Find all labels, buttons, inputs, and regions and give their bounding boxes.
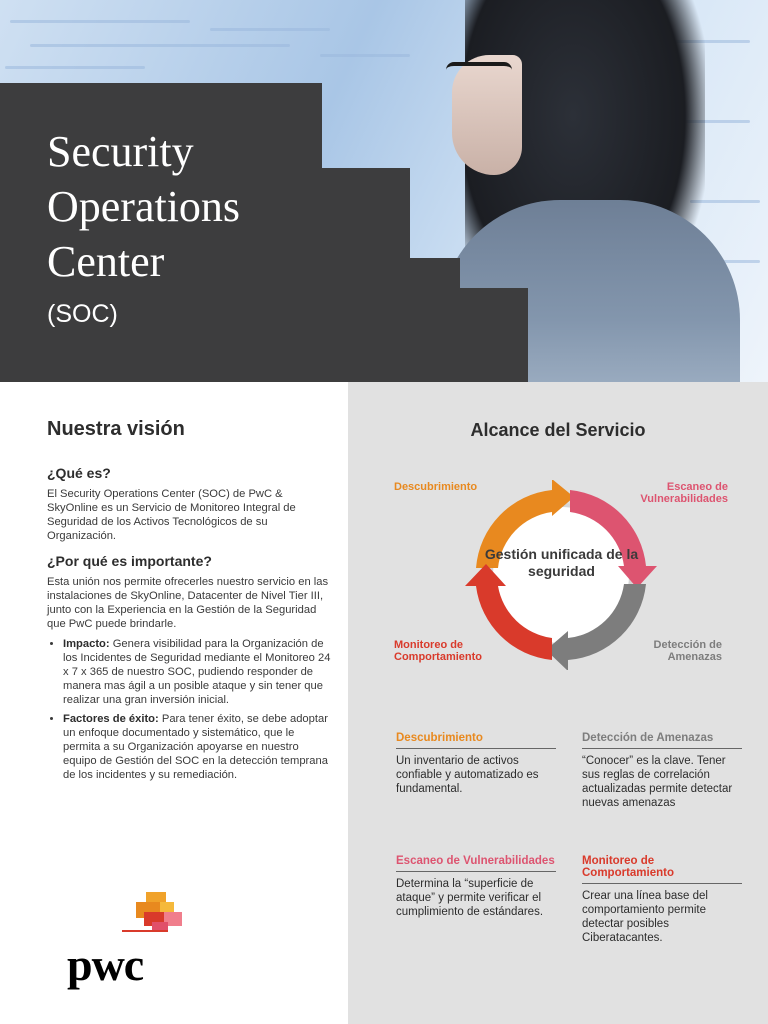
label-deteccion: Detección de Amenazas <box>653 639 722 663</box>
box-deteccion: Detección de Amenazas “Conocer” es la clave. Tener sus reglas de correlación actualizadas permite detectar nuevas amenazas <box>582 732 742 810</box>
vision-section <box>47 418 332 787</box>
service-heading: Alcance del Servicio <box>470 420 646 440</box>
vision-heading: Nuestra visión <box>47 418 185 440</box>
service-panel <box>348 382 768 1024</box>
paragraph-what: El Security Operations Center (SOC) de PwC & SkyOnline es un Servicio de Monitoreo Integral de Seguridad de los Activos Tecnológicos de su Organización. <box>47 488 296 542</box>
glasses-icon <box>446 62 512 78</box>
benefits-list <box>47 637 332 782</box>
question-what: ¿Qué es? <box>47 465 111 481</box>
label-escaneo: Escaneo de Vulnerabilidades <box>640 481 728 505</box>
label-descubrimiento: Descubrimiento <box>394 481 478 493</box>
cycle-center-label: Gestión unificada de la seguridad <box>484 546 639 579</box>
hero-banner <box>0 0 768 382</box>
paragraph-why: Esta unión nos permite ofrecerles nuestro servicio en las instalaciones de SkyOnline, Datacenter de Nivel Tier III, junto con la Experiencia en la Gestión de la Seguridad que PwC puede brindarle. <box>47 576 329 630</box>
page-title: Security Operations Center <box>47 127 241 286</box>
box-escaneo: Escaneo de Vulnerabilidades Determina la “superficie de ataque” y permite verificar el cumplimiento de estándares. <box>396 855 555 918</box>
label-monitoreo: Monitoreo de Comportamiento <box>394 639 482 663</box>
question-why: ¿Por qué es importante? <box>47 553 212 569</box>
logo-wordmark: pwc <box>67 939 144 990</box>
list-item: • Factores de éxito: Para tener éxito, se debe adoptar un enfoque documentado y sistemático, que le permita a su Organización apoyarse en nuestro equipo de Gestión del SOC en la detección temprana de los incidentes y su remediación. <box>63 712 332 782</box>
box-descubrimiento: Descubrimiento Un inventario de activos confiable y automatizado es fundamental. <box>396 732 556 796</box>
box-monitoreo: Monitoreo de Comportamiento Crear una línea base del comportamiento permite detectar posibles Ciberatacantes. <box>582 855 742 945</box>
list-item: • Impacto: Genera visibilidad para la Organización de los Incidentes de Seguridad mediante el Monitoreo 24 x 7 x 365 de nuestro SOC, pudiendo responder de manera mas ágil a un posible ataque y sin tener que realizar una gran inversión inicial. <box>63 637 332 707</box>
page-subtitle: (SOC) <box>47 300 118 328</box>
pwc-logo <box>64 888 194 990</box>
